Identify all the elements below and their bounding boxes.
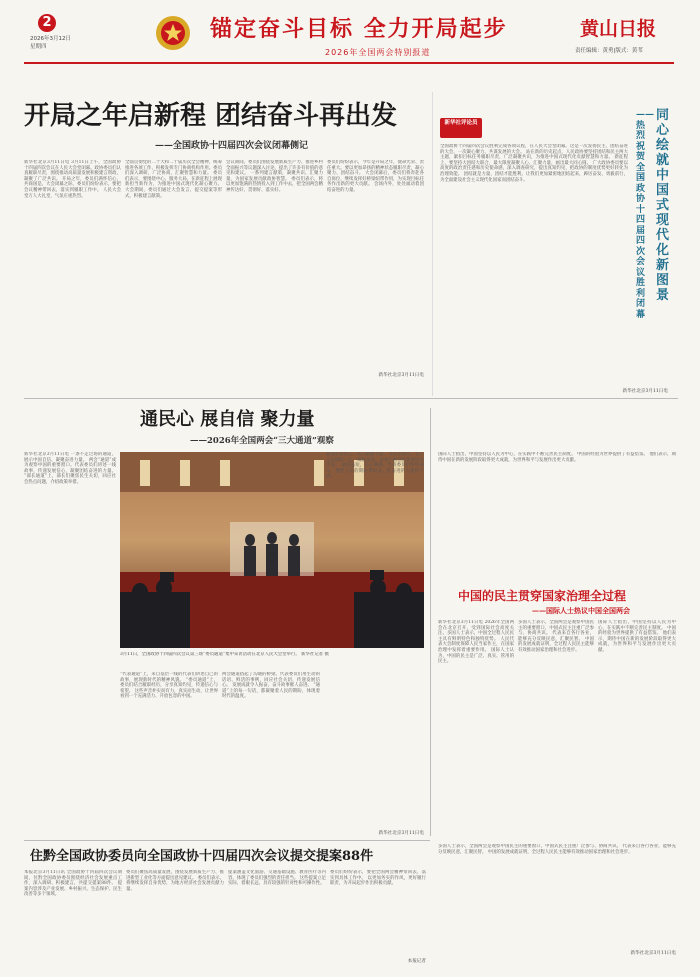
- issue-date: 2026年3月12日: [30, 36, 71, 42]
- commentary-badge: 新华社评论员: [440, 118, 482, 138]
- bottom-headline: 住黔全国政协委员向全国政协十四届四次会议提交提案88件: [30, 849, 374, 864]
- section-divider-2: [24, 840, 430, 841]
- third-article-continued: 多国人士表示，全国两会是观察中国民主的重要窗口，中国式民主注重广泛参与、协商共识。 代表来自各行各业，能够充分反映民意，汇聚民智。 中国的发展成就证明，全过程人民民主能够有效推动国家治理和社会进步。: [438, 844, 676, 855]
- second-article-col-4: 通道连着民心，民心凝聚力量。 站在新起点，亿万人民团结一心、砥砺奋进，必将不断创造新的历史伟业。 通道虽短，信心满满。代表委员们纷纷表示，要把人民的期盼带回去，把奋进的力量传下去。: [326, 452, 424, 480]
- third-headline: 中国的民主贯穿国家治理全过程: [458, 589, 627, 603]
- third-article-byline: 新华社北京3月11日电: [630, 951, 676, 956]
- second-article-col-2: “代表通道”上，来自基层一线的代表们讲述自己的故事，展现新时代的精神风貌。 “委员通道”上，委员们结合履职经历，分享真知灼见，传递信心与希望。 这些声音朴实而有力，真实而生动，让世界看到一个充满活力、开放包容的中国。: [120, 672, 218, 700]
- main-article-col-3: 会议期间，委员们围绕发展新质生产力、推进乡村全面振兴等议题深入讨论，提出了许多有价值的意见和建议。 一系列建言献策，凝聚共识、汇聚力量，为国家发展贡献政协智慧。 委员们表示，将以更加饱满的热情投入到工作中去，把全国两会精神传达好、贯彻好、落实好。: [226, 160, 323, 193]
- second-article-byline: 新华社北京3月11日电: [378, 831, 424, 836]
- second-subheadline: ——2026年全国两会“三大通道”观察: [190, 436, 334, 446]
- page-header: [0, 0, 700, 82]
- bottom-article-col-1: 本报北京3月11日讯 全国政协十四届四次会议期间，住黔全国政协委员围绕经济社会发展重点工作，深入调研、积极建言，共提交提案88件。 提案内容涉及产业发展、乡村振兴、生态保护、民生改善等多个领域。: [24, 870, 122, 898]
- header-slogan: 锚定奋斗目标 全力开局起步: [210, 16, 508, 42]
- emblem-icon: [150, 12, 196, 54]
- paper-name-logo: 黄山日报: [580, 18, 657, 40]
- bottom-article-col-3: 提案涵盖文化旅游、交通基础设施、教育医疗等内容，体现了委员们强烈的责任担当。 这些提案立足实际、着眼长远，具有较强的针对性和可操作性。: [228, 870, 326, 887]
- third-article-top-col: 国际人士指出，中国坚持以人民为中心，在实践中不断完善民主制度。 中国的经验为世界提供了有益借鉴。 他们表示，期待中国在新的发展阶段取得更大成就，为世界和平与发展作出更大贡献。: [438, 452, 676, 463]
- commentary-body: 全国政协十四届四次会议胜利完成各项议程，在人民大会堂闭幕。这是一次发扬民主、团结奋进的大会，一次凝心聚力、共谋发展的大会。 站在新的历史起点，人民政协要坚持团结和民主两大主题，紧扣目标任务履职尽责，广泛凝聚共识，为推进中国式现代化贡献智慧和力量。 新征程上，要坚持大团结大联合，最大限度凝聚人心、汇聚力量，画出最大同心圆。 广大政协委员要以高度的政治责任感和历史使命感，深入调查研究，提出真知灼见，把政协的制度优势更好转化为治理效能。 团结就是力量，团结才能胜利。让我们更加紧密地团结起来，踔厉奋发、勇毅前行，为全面建设社会主义现代化国家而团结奋斗。: [440, 144, 628, 183]
- third-article-col-2: 多国人士表示，全国两会是观察中国民主的重要窗口，中国式民主注重广泛参与、协商共识。 代表来自各行各业，能够充分反映民意，汇聚民智。 中国的发展成就证明，全过程人民民主能够有效推动国家治理和社会进步。: [518, 620, 594, 653]
- commentary-subheadline: ——热烈祝贺全国政协十四届四次会议胜利闭幕: [636, 110, 654, 320]
- second-article-col-1: 新华社北京3月11日电 一条不走过场的通道，展示中国自信、凝聚奋进力量。 两会“通道”成为观察中国的重要窗口。代表委员们讲述一线故事，传递发展信心，凝聚团结奋进的力量。 “部长通道”上，部长们聚焦民生关切，回应社会热点问题，介绍政策举措。: [24, 452, 116, 485]
- bottom-article-byline: 本报记者: [407, 959, 426, 964]
- main-article-col-2: 全面贯彻党的二十大和二十届历次全会精神，统筹推进各项工作，积极发挥专门协商机构作用。委员们深入调研，广泛协商，汇聚智慧和力量。 委员们表示，要围绕中心、服务大局，在新征程上展现新担当新作为，为推进中国式现代化凝心聚力。 大会期间，委员们通过大会发言、提交提案等形式，积极建言献策。: [125, 160, 222, 199]
- photo-caption: 3月11日，全国政协十四届四次会议第三场“委员通道”集中采访活动在北京人民大会堂举行。 新华社记者 摄: [120, 652, 329, 657]
- bottom-article-col-2: 委员们聚焦高质量发展，围绕发展新质生产力、推进新型工业化等方面提出意见建议。 委员们表示，将继续发挥自身优势，为地方经济社会发展贡献力量。: [126, 870, 224, 892]
- main-headline: 开局之年启新程 团结奋斗再出发: [24, 101, 398, 131]
- commentary-headline: 同心绘就中国式现代化新图景: [656, 108, 670, 303]
- editor-credits: 责任编辑：黄勇|版式：黄苇: [575, 48, 643, 54]
- header-special-title: 2026年全国两会特别报道: [325, 48, 431, 57]
- section-divider-1: [24, 398, 678, 399]
- third-article-col-3: 国际人士指出，中国坚持以人民为中心，在实践中不断完善民主制度。 中国的经验为世界提供了有益借鉴。 他们表示，期待中国在新的发展阶段取得更大成就，为世界和平与发展作出更大贡献。: [598, 620, 676, 653]
- second-article-col-3: 两会通道搭起了沟通的桥梁。代表委员们用生动的话语、鲜活的事例，回应社会关切，传递发展信心。 发展成就令人振奋，奋斗故事催人奋进。 “通道”上的每一句话，都凝聚着人民的期盼，体现着时代的温度。: [222, 672, 320, 700]
- third-subheadline: ——国际人士热议中国全国两会: [532, 606, 630, 615]
- vertical-divider: [430, 408, 431, 836]
- issue-weekday: 星期四: [30, 44, 47, 50]
- header-rule: [24, 62, 674, 64]
- bottom-article-col-4: 委员们纷纷表示，要把全国两会精神带回去，落实到具体工作中。 以更加务实的作风，更好履行职责，为开局起步作出积极贡献。: [330, 870, 426, 887]
- commentary-byline: 新华社北京3月11日电: [622, 389, 668, 394]
- third-article-col-1: 新华社北京3月11日电 2026年全国两会在北京召开，受到国际社会高度关注。多国人士表示，中国全过程人民民主具有鲜明特色和独特优势。 人民代表大会制度保障人民当家作主，在国家治理中发挥着重要作用。 国际人士认为，中国的民主是广泛、真实、管用的民主。: [438, 620, 514, 665]
- main-article-col-1: 新华社北京3月11日电 3月11日上午，全国政协十四届四次会议在人民大会堂闭幕。政协委员们认真履职尽责，围绕推动高质量发展积极建言资政，凝聚了广泛共识。 开局之年，委员们满怀信心，共商国是。大会闭幕之际，委员们纷纷表示，要把会议精神带回去，落实到履职工作中。 人民大会堂万人大礼堂，气氛庄重热烈。: [24, 160, 121, 199]
- second-headline: 通民心 展自信 聚力量: [140, 409, 315, 430]
- main-article-col-4: 委员们纷纷表示，今年是开局之年，使命光荣、责任重大。要以更加昂扬的精神状态履职尽责，凝心聚力、团结奋斗。 大会闭幕后，委员们将奔赴各自岗位，继续发挥好桥梁纽带作用，为实现目标任务作出新的更大贡献。 会场内外，处处涌动着团结奋进的力量。: [327, 160, 424, 193]
- main-article-byline: 新华社北京3月11日电: [378, 373, 424, 378]
- page-number-badge: 2: [38, 14, 56, 32]
- main-subheadline: ——全国政协十四届四次会议闭幕侧记: [155, 141, 309, 151]
